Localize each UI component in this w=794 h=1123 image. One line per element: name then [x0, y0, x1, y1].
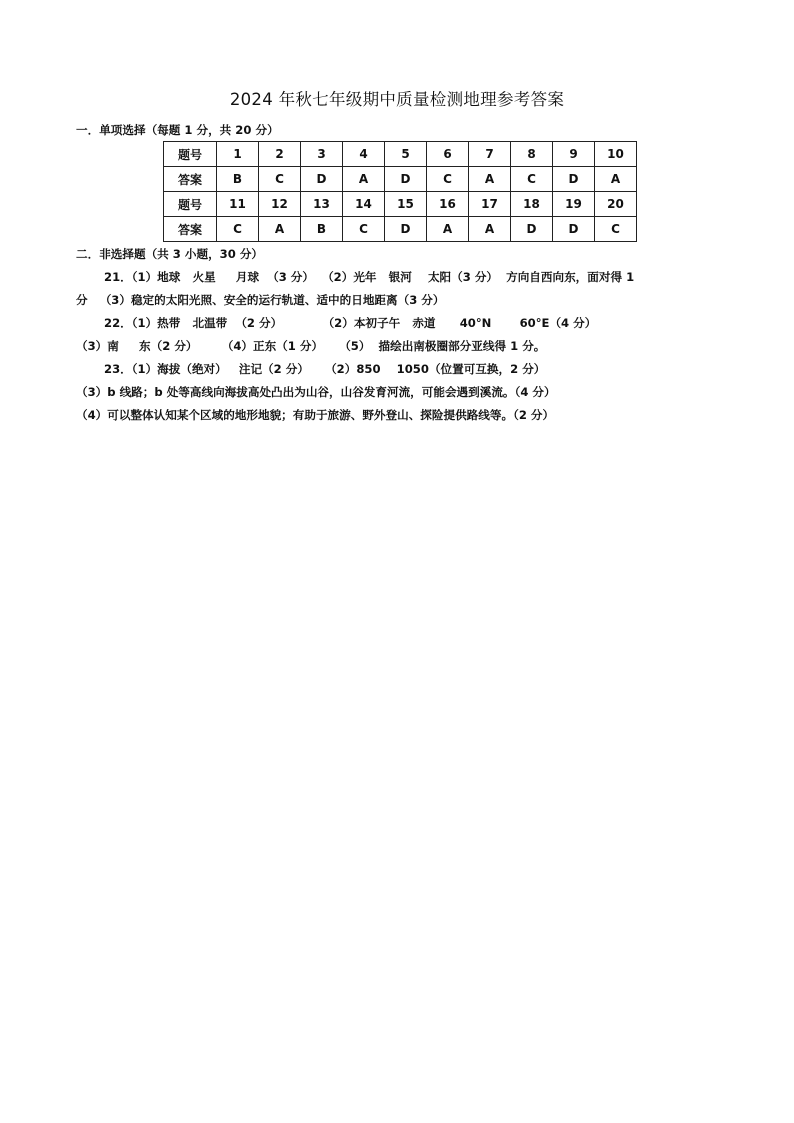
question-number-cell: 13	[301, 192, 343, 217]
section1-heading: 一．单项选择（每题 1 分，共 20 分）	[76, 123, 279, 137]
answer-cell: C	[259, 167, 301, 192]
question-number-cell: 9	[553, 142, 595, 167]
answer-line: （4）可以整体认知某个区域的地形地貌；有助于旅游、野外登山、探险提供路线等。（2 分）	[76, 408, 555, 422]
question-number-cell: 19	[553, 192, 595, 217]
answer-cell: D	[553, 217, 595, 242]
answer-line: 22．（1）热带 北温带 （2 分） （2）本初子午 赤道 40°N 60°E（4 分）	[104, 316, 597, 330]
question-number-cell: 1	[217, 142, 259, 167]
question-number-cell: 12	[259, 192, 301, 217]
answer-line: （3）南 东（2 分） （4）正东（1 分） （5） 描绘出南极圈部分亚线得 1 分。	[76, 339, 546, 353]
question-number-cell: 4	[343, 142, 385, 167]
answer-line: （3）b 线路；b 处等高线向海拔高处凸出为山谷，山谷发育河流，可能会遇到溪流。（4 分）	[76, 385, 556, 399]
question-number-cell: 6	[427, 142, 469, 167]
row-label: 题号	[164, 142, 217, 167]
answer-cell: D	[301, 167, 343, 192]
question-number-cell: 11	[217, 192, 259, 217]
answer-cell: C	[427, 167, 469, 192]
row-label: 题号	[164, 192, 217, 217]
answer-line: 分 （3）稳定的太阳光照、安全的运行轨道、适中的日地距离（3 分）	[76, 293, 445, 307]
row-label: 答案	[164, 217, 217, 242]
answer-cell: B	[217, 167, 259, 192]
answer-row	[164, 217, 637, 242]
question-number-cell: 5	[385, 142, 427, 167]
answer-cell: C	[343, 217, 385, 242]
answer-cell: D	[553, 167, 595, 192]
question-number-cell: 3	[301, 142, 343, 167]
answer-cell: C	[217, 217, 259, 242]
answer-row	[164, 167, 637, 192]
page-title: 2024 年秋七年级期中质量检测地理参考答案	[229, 90, 565, 109]
section2-heading: 二．非选择题（共 3 小题，30 分）	[76, 247, 264, 261]
answer-cell: B	[301, 217, 343, 242]
answer-cell: A	[595, 167, 637, 192]
question-number-row	[164, 142, 637, 167]
question-number-row	[164, 192, 637, 217]
question-number-cell: 7	[469, 142, 511, 167]
answer-cell: A	[343, 167, 385, 192]
question-number-cell: 14	[343, 192, 385, 217]
answer-cell: D	[385, 167, 427, 192]
answer-cell: A	[469, 167, 511, 192]
answer-cell: D	[511, 217, 553, 242]
answer-line: 21．（1）地球 火星 月球 （3 分） （2）光年 银河 太阳（3 分） 方向自西向东，面对得 1	[104, 270, 635, 284]
question-number-cell: 16	[427, 192, 469, 217]
answer-cell: A	[469, 217, 511, 242]
question-number-cell: 17	[469, 192, 511, 217]
question-number-cell: 15	[385, 192, 427, 217]
row-label: 答案	[164, 167, 217, 192]
answer-cell: A	[259, 217, 301, 242]
question-number-cell: 10	[595, 142, 637, 167]
question-number-cell: 8	[511, 142, 553, 167]
answer-line: 23．（1）海拔（绝对） 注记（2 分） （2）850 1050（位置可互换，2 分）	[104, 362, 546, 376]
answer-cell: C	[595, 217, 637, 242]
question-number-cell: 20	[595, 192, 637, 217]
question-number-cell: 2	[259, 142, 301, 167]
answer-table	[163, 141, 637, 242]
answer-cell: A	[427, 217, 469, 242]
answer-cell: C	[511, 167, 553, 192]
answer-cell: D	[385, 217, 427, 242]
question-number-cell: 18	[511, 192, 553, 217]
